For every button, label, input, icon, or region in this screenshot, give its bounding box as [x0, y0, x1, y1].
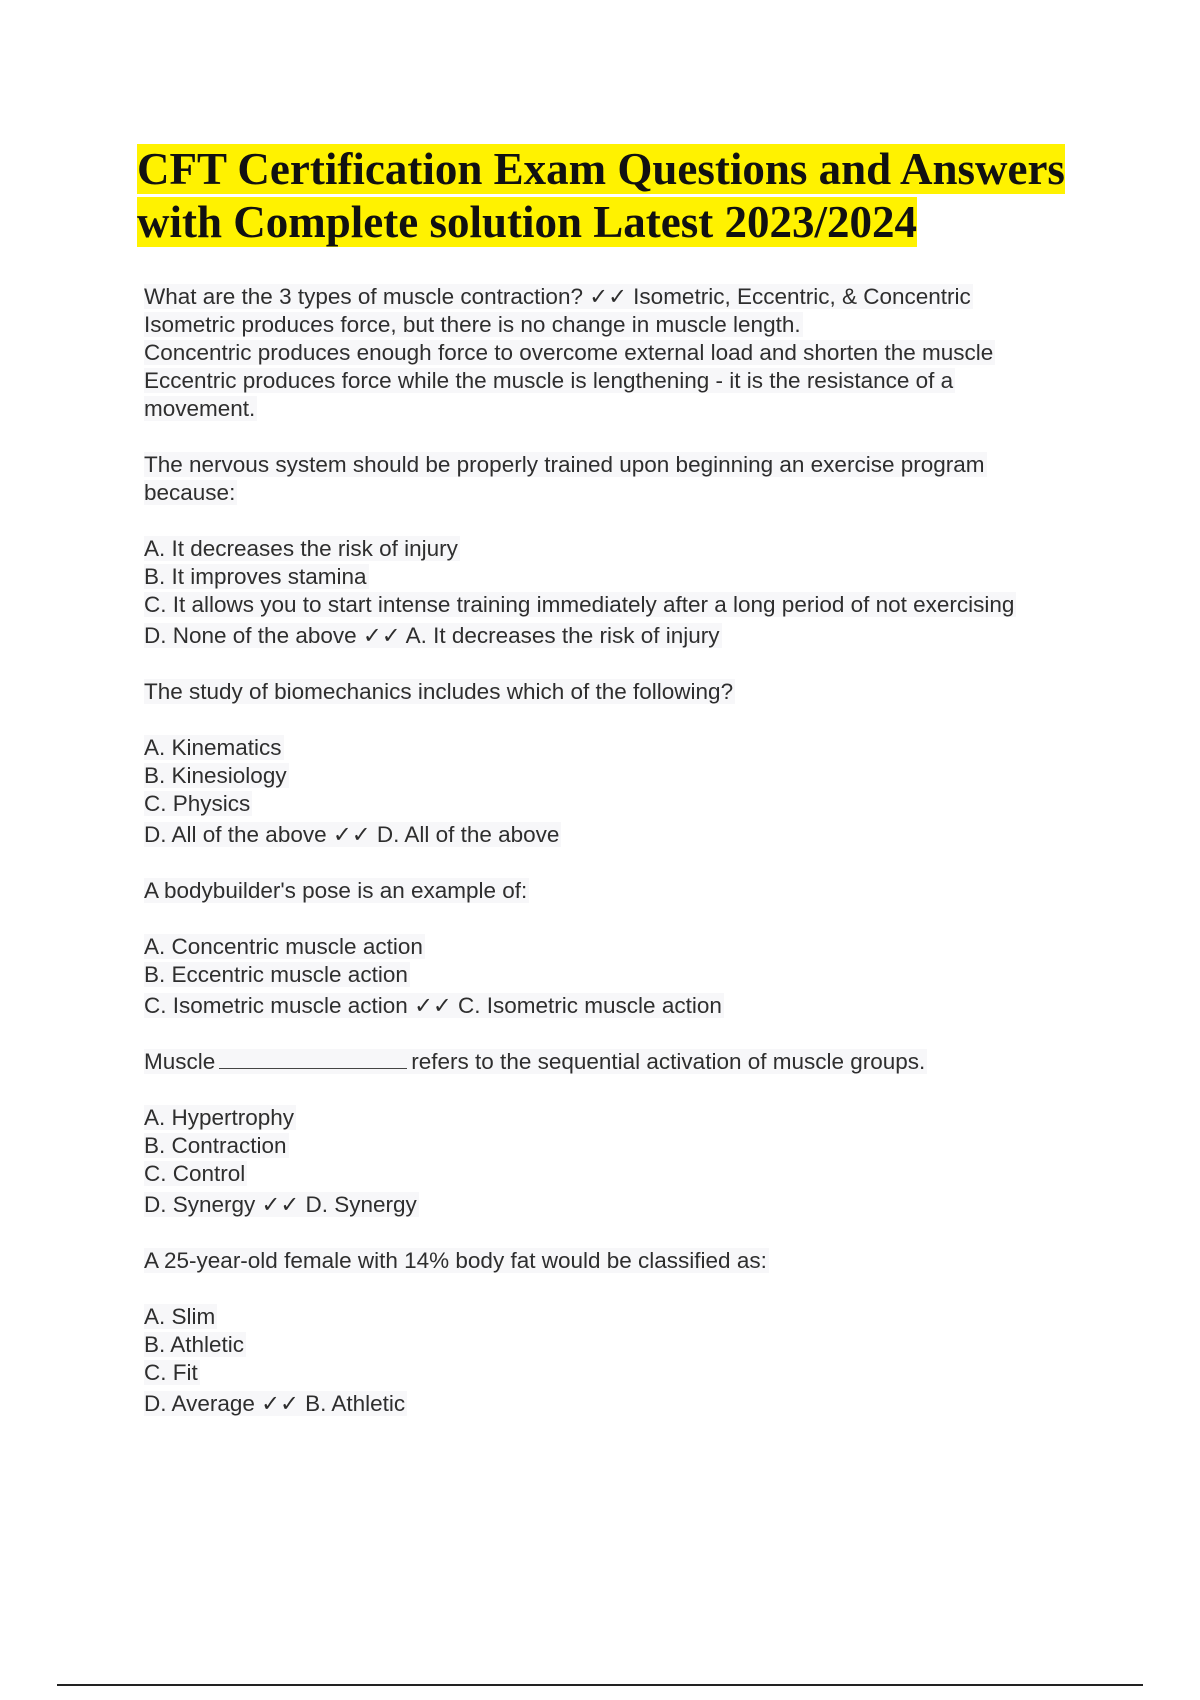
question-1: [144, 283, 1144, 423]
fill-in-blank: [219, 1050, 407, 1069]
q2-option: A. It decreases the risk of injury: [144, 536, 458, 561]
title-line-2: with Complete solution Latest 2023/2024: [137, 197, 917, 247]
q6-option: B. Athletic: [144, 1332, 245, 1357]
q5-question: Muscle refers to the sequential activation of muscle groups.: [144, 1049, 926, 1074]
question-5: [144, 1048, 1144, 1219]
q2-option: B. It improves stamina: [144, 564, 367, 589]
question-3: [144, 678, 1144, 849]
q3-answer: D. All of the above ✓✓ D. All of the above: [144, 822, 560, 847]
title-line-1: CFT Certification Exam Questions and Answers: [137, 144, 1065, 194]
q3-option: C. Physics: [144, 791, 251, 816]
q4-option: B. Eccentric muscle action: [144, 962, 408, 987]
q4-answer: C. Isometric muscle action ✓✓ C. Isometric muscle action: [144, 993, 722, 1018]
q4-option: A. Concentric muscle action: [144, 934, 423, 959]
q6-answer: D. Average ✓✓ B. Athletic: [144, 1391, 406, 1416]
qa-content: [144, 283, 1144, 1418]
q6-option: A. Slim: [144, 1304, 216, 1329]
q1-line: What are the 3 types of muscle contraction? ✓✓ Isometric, Eccentric, & Concentric: [144, 284, 971, 309]
q3-option: A. Kinematics: [144, 735, 282, 760]
question-2: [144, 451, 1144, 650]
q2-question-line: because:: [144, 480, 236, 505]
q2-question-line: The nervous system should be properly trained upon beginning an exercise program: [144, 452, 985, 477]
q1-line: Isometric produces force, but there is no change in muscle length.: [144, 312, 801, 337]
q5-option: C. Control: [144, 1161, 246, 1186]
q6-question: A 25-year-old female with 14% body fat would be classified as:: [144, 1248, 767, 1273]
q3-question: The study of biomechanics includes which of the following?: [144, 679, 734, 704]
q6-option: C. Fit: [144, 1360, 198, 1385]
q5-option: A. Hypertrophy: [144, 1105, 295, 1130]
footer-divider: [57, 1684, 1143, 1686]
q3-option: B. Kinesiology: [144, 763, 287, 788]
q1-line: Concentric produces enough force to overcome external load and shorten the muscle: [144, 340, 994, 365]
q5-answer: D. Synergy ✓✓ D. Synergy: [144, 1192, 417, 1217]
question-6: [144, 1247, 1144, 1418]
question-4: [144, 877, 1144, 1020]
q5-option: B. Contraction: [144, 1133, 287, 1158]
q1-line: movement.: [144, 396, 256, 421]
document-title: [137, 143, 1147, 249]
q2-option: C. It allows you to start intense training immediately after a long period of not exercising: [144, 592, 1015, 617]
q1-line: Eccentric produces force while the muscle is lengthening - it is the resistance of a: [144, 368, 954, 393]
q4-question: A bodybuilder's pose is an example of:: [144, 878, 528, 903]
q2-answer: D. None of the above ✓✓ A. It decreases the risk of injury: [144, 623, 720, 648]
